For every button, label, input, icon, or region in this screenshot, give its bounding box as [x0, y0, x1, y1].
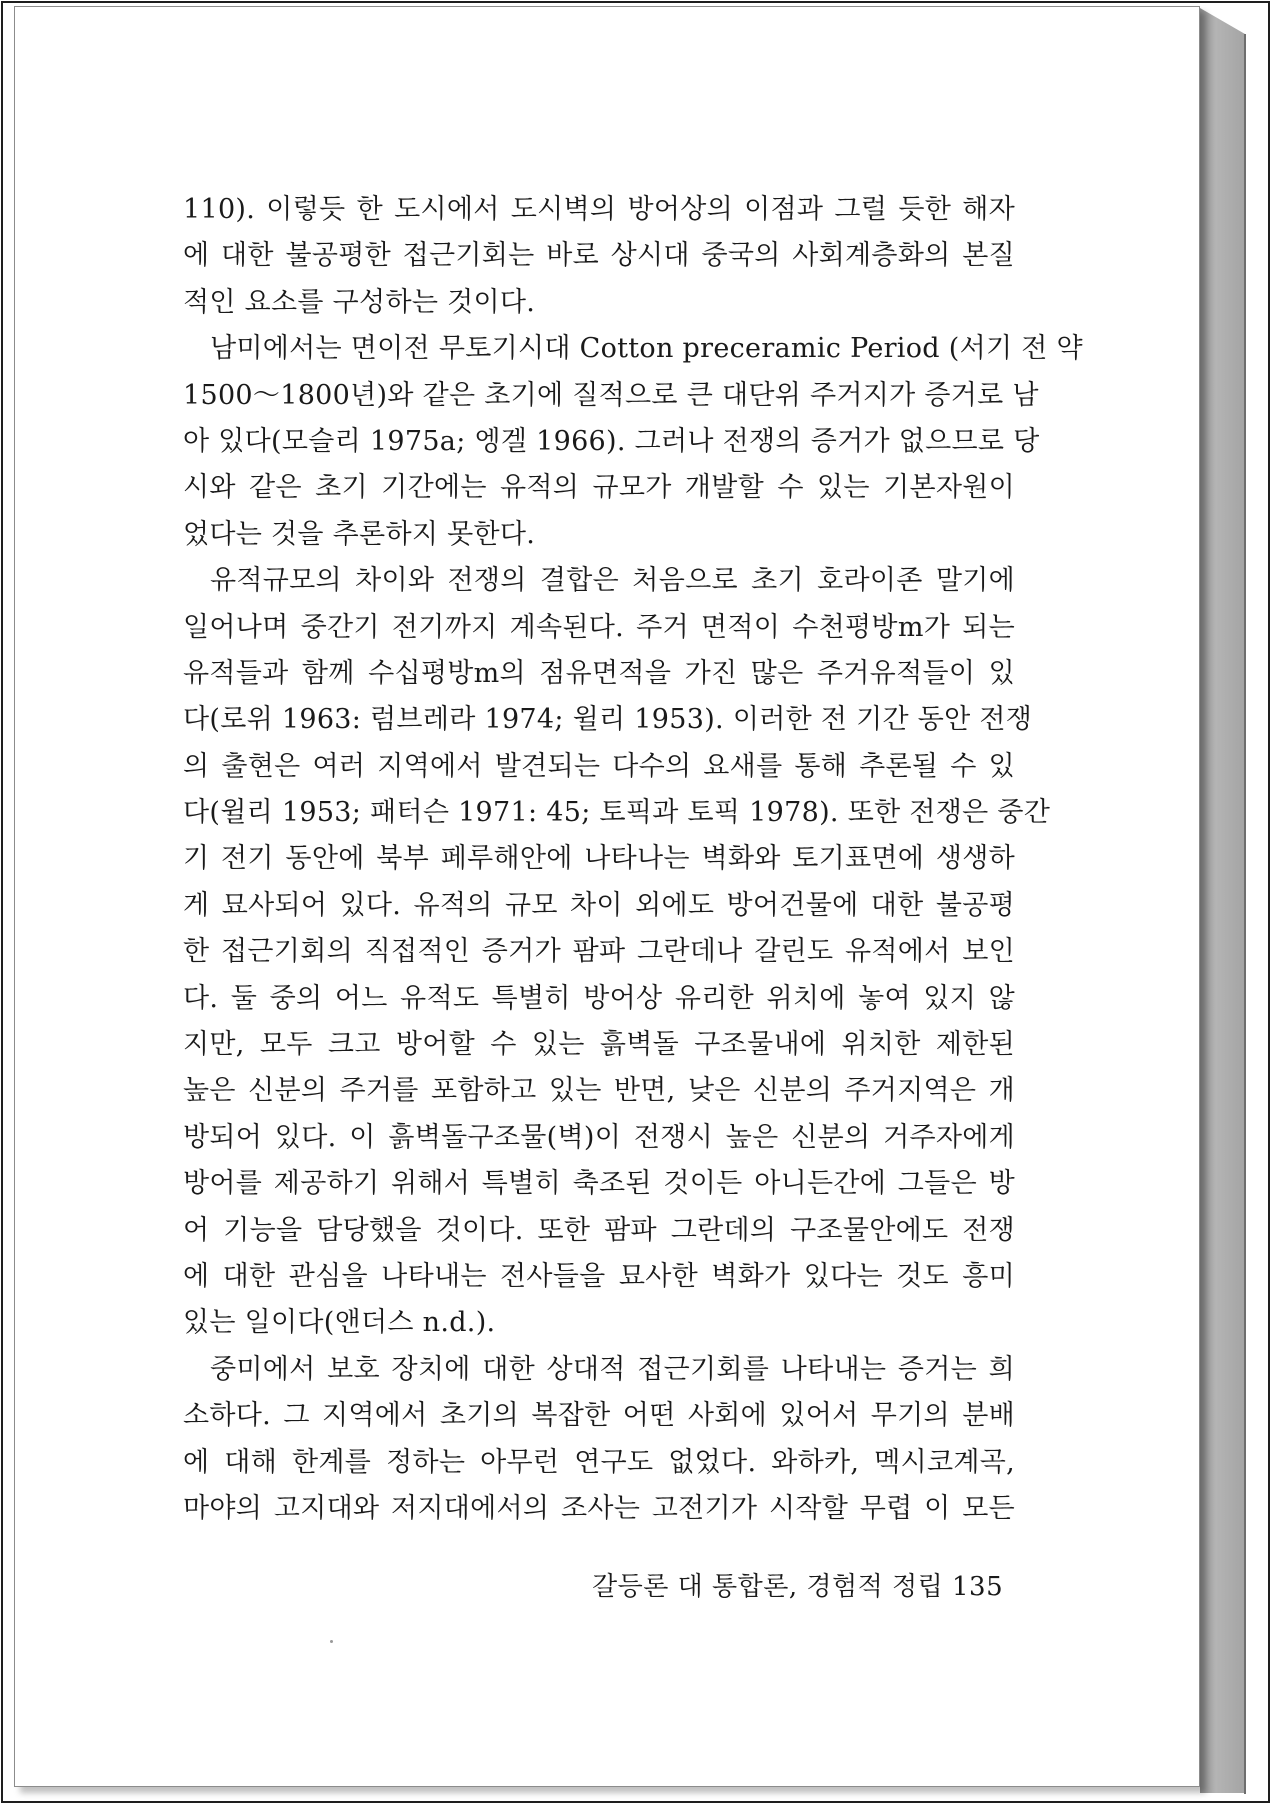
- text-line: 소하다. 그 지역에서 초기의 복잡한 어떤 사회에 있어서 무기의 분배: [183, 1400, 1015, 1432]
- text-line: 유적들과 함께 수십평방m의 점유면적을 가진 많은 주거유적들이 있: [183, 657, 1015, 689]
- page-footer: [592, 1567, 1004, 1607]
- text-line: 다(윌리 1953; 패터슨 1971: 45; 토픽과 토픽 1978). 또한 전쟁은 중간: [183, 797, 1051, 829]
- page-number: 135: [951, 1572, 1004, 1602]
- body-text: [183, 187, 1083, 1532]
- text-line: 었다는 것을 추론하지 못한다.: [183, 518, 536, 550]
- text-line: 방어를 제공하기 위해서 특별히 축조된 것이든 아니든간에 그들은 방: [183, 1168, 1015, 1200]
- text-line: 다(로위 1963: 럼브레라 1974; 윌리 1953). 이러한 전 기간 동안 전쟁: [183, 704, 1033, 736]
- text-line: 시와 같은 초기 기간에는 유적의 규모가 개발할 수 있는 기본자원이: [183, 472, 1015, 504]
- text-line: 기 전기 동안에 북부 페루해안에 나타나는 벽화와 토기표면에 생생하: [183, 843, 1015, 875]
- text-line: 다. 둘 중의 어느 유적도 특별히 방어상 유리한 위치에 놓여 있지 않: [183, 982, 1015, 1014]
- text-line: 마야의 고지대와 저지대에서의 조사는 고전기가 시작할 무렵 이 모든: [183, 1492, 1015, 1524]
- text-line: 어 기능을 담당했을 것이다. 또한 팜파 그란데의 구조물안에도 전쟁: [183, 1214, 1015, 1246]
- text-line: 중미에서 보호 장치에 대한 상대적 접근기회를 나타내는 증거는 희: [210, 1353, 1015, 1385]
- text-line: 에 대한 불공평한 접근기회는 바로 상시대 중국의 사회계층화의 본질: [183, 240, 1015, 272]
- text-line: 1500～1800년)와 같은 초기에 질적으로 큰 대단위 주거지가 증거로 남: [183, 379, 1039, 411]
- text-line: 방되어 있다. 이 흙벽돌구조물(벽)이 전쟁시 높은 신분의 거주자에게: [183, 1121, 1015, 1153]
- page-edge: [1200, 8, 1245, 1793]
- scan-speck: [330, 1640, 333, 1643]
- text-line: 한 접근기회의 직접적인 증거가 팜파 그란데나 갈린도 유적에서 보인: [183, 936, 1015, 968]
- running-title: 갈등론 대 통합론, 경험적 정립: [592, 1572, 944, 1602]
- text-line: 있는 일이다(앤더스 n.d.).: [183, 1307, 496, 1339]
- text-line: 게 묘사되어 있다. 유적의 규모 차이 외에도 방어건물에 대한 불공평: [183, 889, 1015, 921]
- text-line: 지만, 모두 크고 방어할 수 있는 흙벽돌 구조물내에 위치한 제한된: [183, 1029, 1015, 1061]
- text-line: 110). 이렇듯 한 도시에서 도시벽의 방어상의 이점과 그럴 듯한 해자: [183, 194, 1015, 225]
- page-edge-line: [1244, 34, 1246, 1794]
- text-line: 높은 신분의 주거를 포함하고 있는 반면, 낮은 신분의 주거지역은 개: [183, 1075, 1015, 1107]
- text-line: 적인 요소를 구성하는 것이다.: [183, 286, 536, 318]
- text-line: 남미에서는 면이전 무토기시대 Cotton preceramic Period (서기 전 약: [210, 333, 1083, 365]
- text-line: 유적규모의 차이와 전쟁의 결합은 처음으로 초기 호라이존 말기에: [210, 565, 1015, 597]
- text-line: 아 있다(모슬리 1975a; 엥겔 1966). 그러나 전쟁의 증거가 없으므로 당: [183, 425, 1040, 457]
- text-line: 의 출현은 여러 지역에서 발견되는 다수의 요새를 통해 추론될 수 있: [183, 750, 1015, 782]
- text-line: 일어나며 중간기 전기까지 계속된다. 주거 면적이 수천평방m가 되는: [183, 611, 1015, 643]
- text-line: 에 대해 한계를 정하는 아무런 연구도 없었다. 와하카, 멕시코계곡,: [183, 1446, 1015, 1478]
- text-line: 에 대한 관심을 나타내는 전사들을 묘사한 벽화가 있다는 것도 흥미: [183, 1260, 1015, 1292]
